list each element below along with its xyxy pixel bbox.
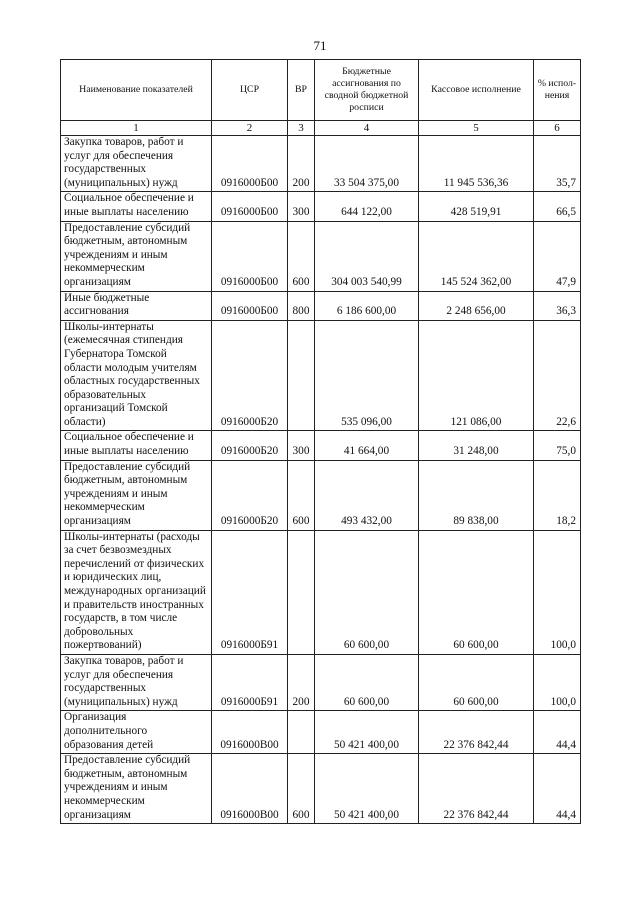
row-vr xyxy=(288,711,315,754)
table-row xyxy=(61,291,581,320)
row-percent: 100,0 xyxy=(534,654,581,710)
row-vr: 300 xyxy=(288,431,315,460)
row-vr: 300 xyxy=(288,192,315,221)
row-vr: 600 xyxy=(288,221,315,291)
row-budget: 50 421 400,00 xyxy=(315,711,419,754)
header-cash: Кассовое исполнение xyxy=(419,60,534,121)
row-csr: 0916000Б20 xyxy=(212,320,288,431)
row-percent: 66,5 xyxy=(534,192,581,221)
row-budget: 60 600,00 xyxy=(315,654,419,710)
row-name: Школы-интернаты (расходы за счет безвозмездных перечислений от физических и юридических лиц, международных организаций и правительств иностранных государств, в том числе добровольных пожертвований) xyxy=(61,530,212,654)
row-cash: 11 945 536,36 xyxy=(419,136,534,192)
row-name: Социальное обеспечение и иные выплаты населению xyxy=(61,431,212,460)
row-percent: 44,4 xyxy=(534,711,581,754)
row-cash: 428 519,91 xyxy=(419,192,534,221)
row-name: Организация дополнительного образования детей xyxy=(61,711,212,754)
row-csr: 0916000Б00 xyxy=(212,192,288,221)
table-row xyxy=(61,136,581,192)
row-vr xyxy=(288,530,315,654)
row-vr: 600 xyxy=(288,754,315,824)
row-cash: 22 376 842,44 xyxy=(419,711,534,754)
row-cash: 31 248,00 xyxy=(419,431,534,460)
column-number: 1 xyxy=(61,121,212,136)
row-csr: 0916000В00 xyxy=(212,711,288,754)
row-csr: 0916000Б20 xyxy=(212,460,288,530)
column-number: 3 xyxy=(288,121,315,136)
table-row xyxy=(61,460,581,530)
row-percent: 75,0 xyxy=(534,431,581,460)
table-row xyxy=(61,530,581,654)
row-cash: 121 086,00 xyxy=(419,320,534,431)
row-cash: 60 600,00 xyxy=(419,654,534,710)
row-percent: 44,4 xyxy=(534,754,581,824)
table-row xyxy=(61,431,581,460)
column-number: 2 xyxy=(212,121,288,136)
row-vr xyxy=(288,320,315,431)
row-cash: 22 376 842,44 xyxy=(419,754,534,824)
table-row xyxy=(61,711,581,754)
row-name: Предоставление субсидий бюджетным, автономным учреждениям и иным некоммерческим организациям xyxy=(61,460,212,530)
table-row xyxy=(61,654,581,710)
row-csr: 0916000Б00 xyxy=(212,221,288,291)
row-percent: 47,9 xyxy=(534,221,581,291)
column-number-row xyxy=(61,121,581,136)
row-percent: 22,6 xyxy=(534,320,581,431)
row-csr: 0916000Б91 xyxy=(212,530,288,654)
row-budget: 6 186 600,00 xyxy=(315,291,419,320)
row-csr: 0916000Б20 xyxy=(212,431,288,460)
row-name: Иные бюджетные ассигнования xyxy=(61,291,212,320)
column-number: 4 xyxy=(315,121,419,136)
budget-table xyxy=(60,59,581,824)
row-budget: 644 122,00 xyxy=(315,192,419,221)
header-percent: % испол-нения xyxy=(534,60,581,121)
row-percent: 100,0 xyxy=(534,530,581,654)
header-budget: Бюджетные ассигнования по сводной бюджетной росписи xyxy=(315,60,419,121)
row-name: Предоставление субсидий бюджетным, автономным учреждениям и иным некоммерческим организациям xyxy=(61,754,212,824)
row-name: Закупка товаров, работ и услуг для обеспечения государственных (муниципальных) нужд xyxy=(61,654,212,710)
row-budget: 41 664,00 xyxy=(315,431,419,460)
table-row xyxy=(61,192,581,221)
row-budget: 535 096,00 xyxy=(315,320,419,431)
row-budget: 50 421 400,00 xyxy=(315,754,419,824)
table-row xyxy=(61,221,581,291)
table-row xyxy=(61,320,581,431)
row-percent: 35,7 xyxy=(534,136,581,192)
row-csr: 0916000Б00 xyxy=(212,291,288,320)
row-cash: 145 524 362,00 xyxy=(419,221,534,291)
row-name: Школы-интернаты (ежемесячная стипендия Губернатора Томской области молодым учителям областных государственных образовательных организаций Томской области) xyxy=(61,320,212,431)
row-name: Закупка товаров, работ и услуг для обеспечения государственных (муниципальных) нужд xyxy=(61,136,212,192)
row-csr: 0916000Б91 xyxy=(212,654,288,710)
column-number: 5 xyxy=(419,121,534,136)
row-budget: 493 432,00 xyxy=(315,460,419,530)
row-budget: 33 504 375,00 xyxy=(315,136,419,192)
row-budget: 304 003 540,99 xyxy=(315,221,419,291)
row-cash: 60 600,00 xyxy=(419,530,534,654)
row-cash: 89 838,00 xyxy=(419,460,534,530)
row-vr: 200 xyxy=(288,136,315,192)
row-percent: 18,2 xyxy=(534,460,581,530)
header-row xyxy=(61,60,581,121)
page-number: 71 xyxy=(313,38,327,53)
header-csr: ЦСР xyxy=(212,60,288,121)
header-name: Наименование показателей xyxy=(61,60,212,121)
row-budget: 60 600,00 xyxy=(315,530,419,654)
row-cash: 2 248 656,00 xyxy=(419,291,534,320)
row-percent: 36,3 xyxy=(534,291,581,320)
header-vr: ВР xyxy=(288,60,315,121)
row-vr: 200 xyxy=(288,654,315,710)
row-vr: 600 xyxy=(288,460,315,530)
row-csr: 0916000Б00 xyxy=(212,136,288,192)
row-name: Предоставление субсидий бюджетным, автономным учреждениям и иным некоммерческим организациям xyxy=(61,221,212,291)
row-csr: 0916000В00 xyxy=(212,754,288,824)
table-row xyxy=(61,754,581,824)
row-vr: 800 xyxy=(288,291,315,320)
column-number: 6 xyxy=(534,121,581,136)
row-name: Социальное обеспечение и иные выплаты населению xyxy=(61,192,212,221)
